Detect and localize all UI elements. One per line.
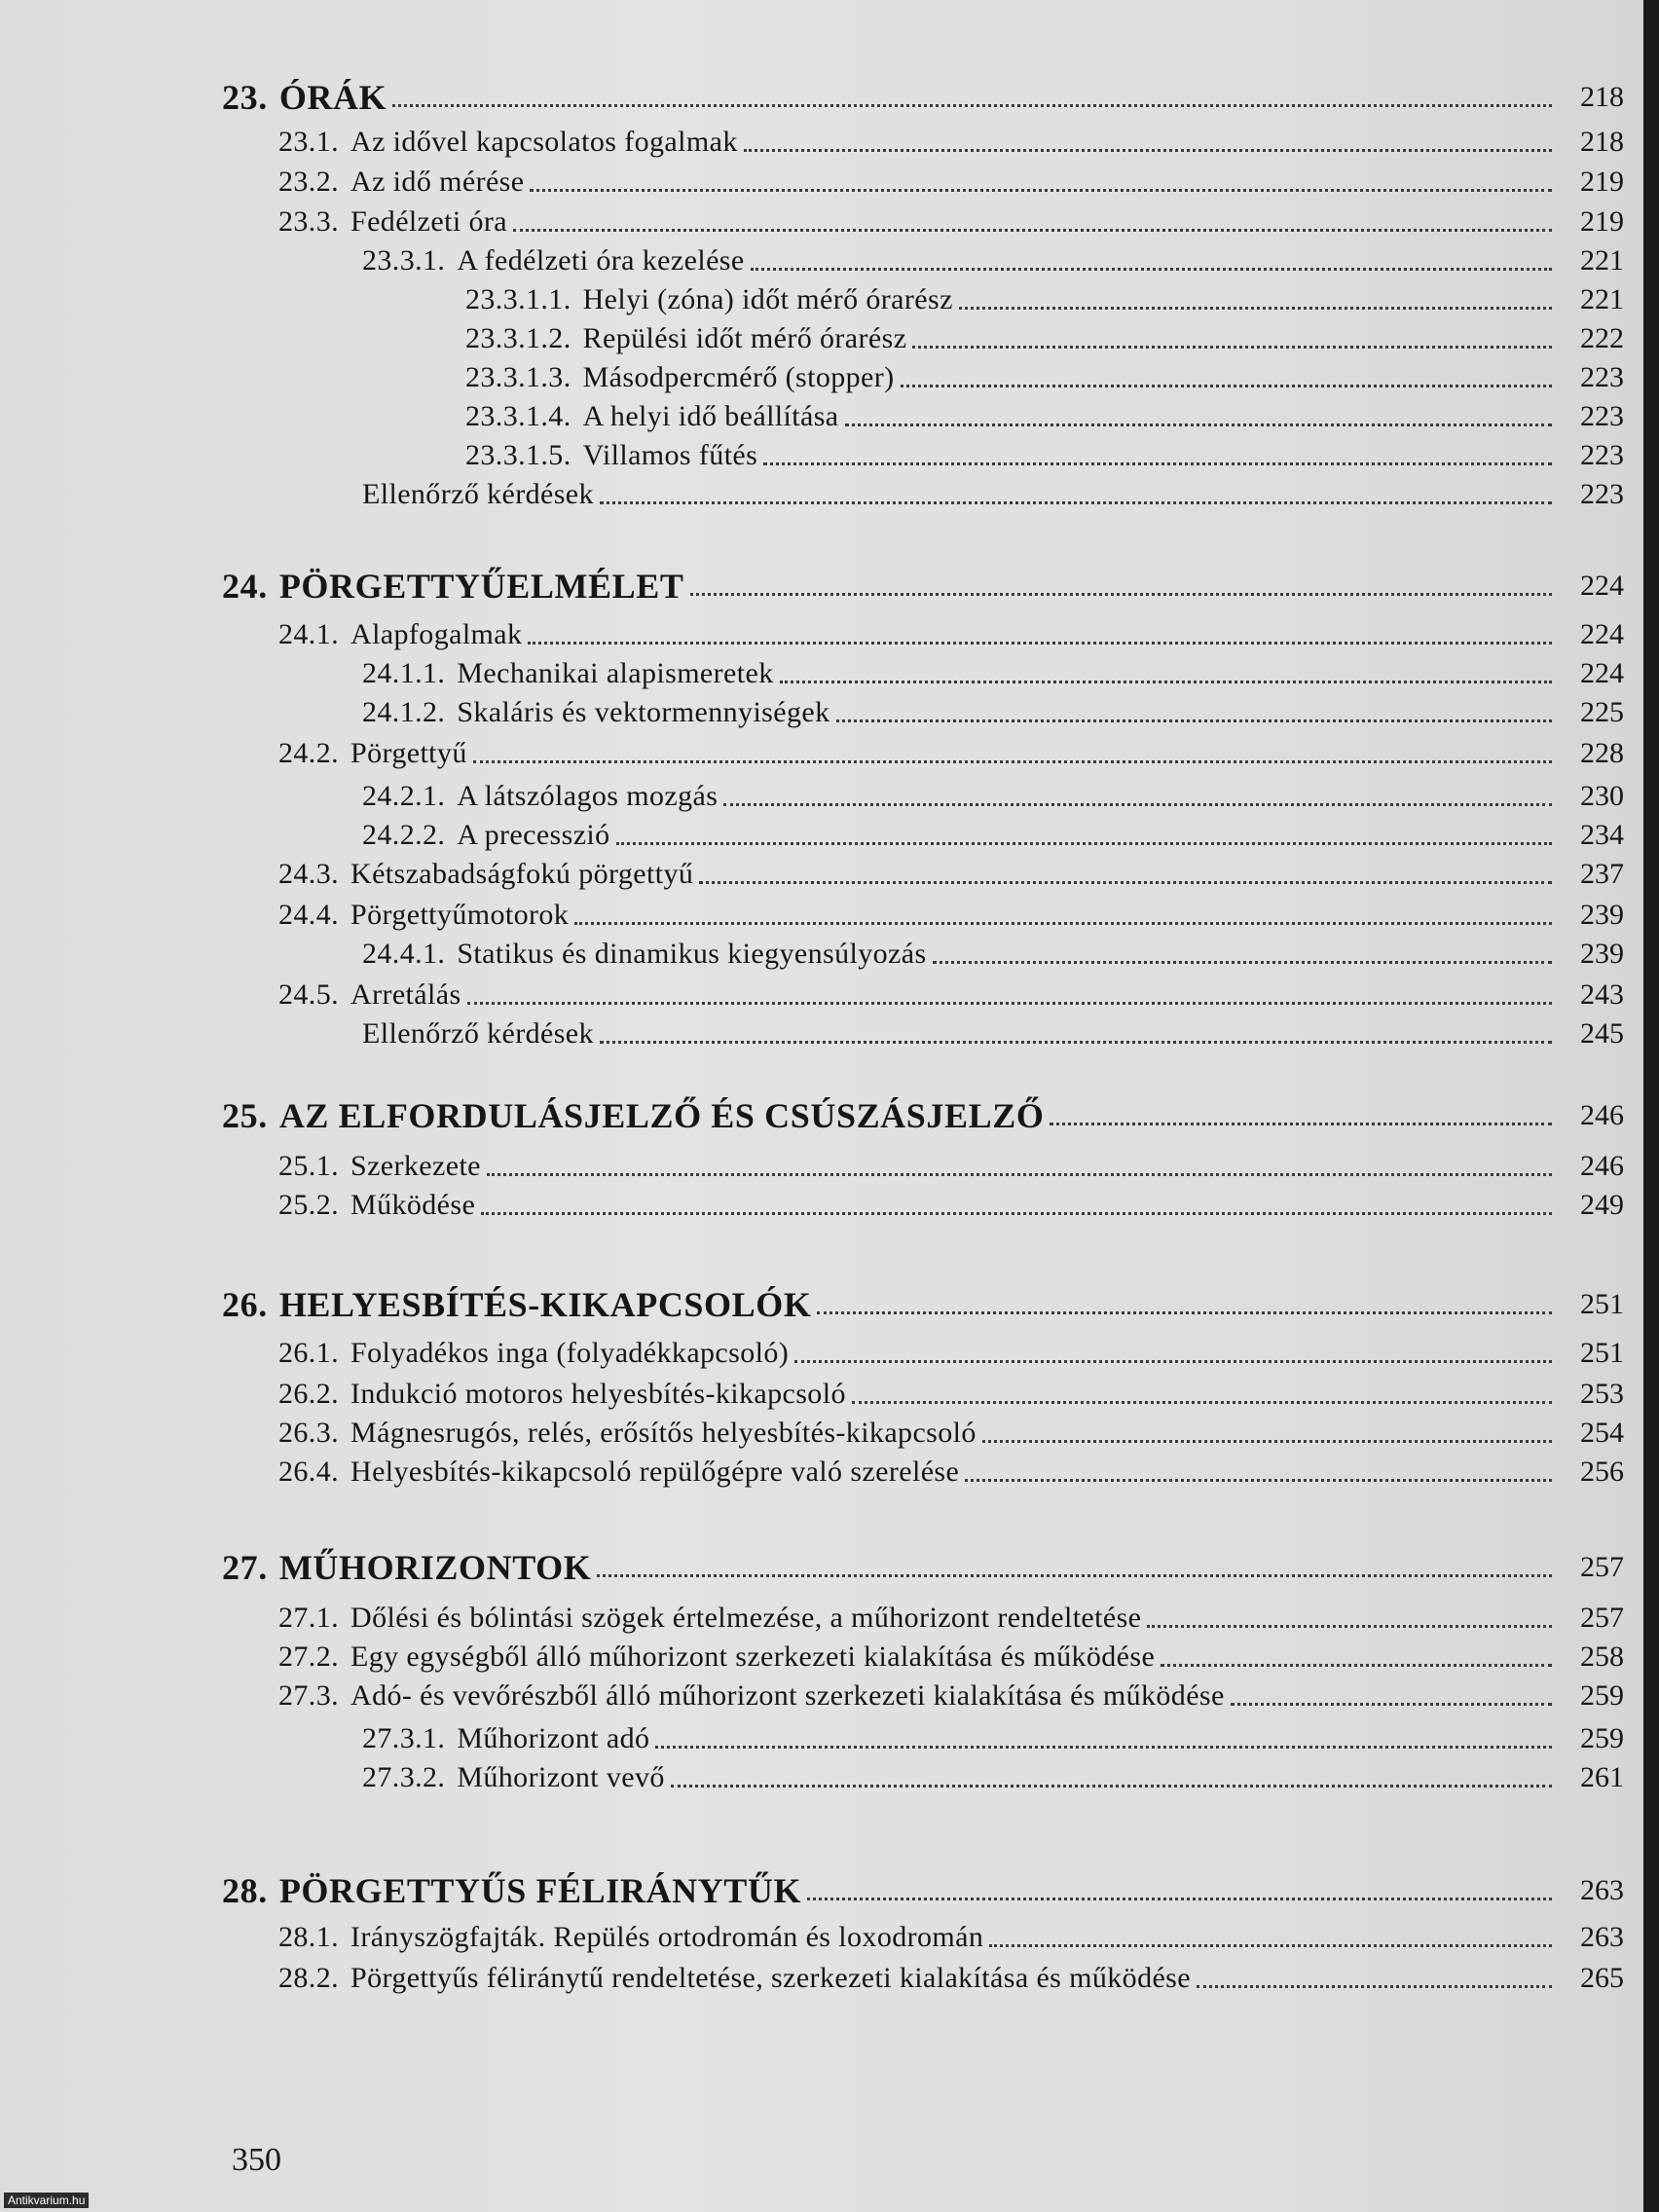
dot-leader [600, 1041, 1552, 1044]
toc-entry [278, 732, 1624, 775]
toc-entry-title [362, 814, 616, 857]
toc-entry-number: 27.3.2. [362, 1761, 446, 1793]
toc-entry-text: PÖRGETTYŰELMÉLET [278, 567, 684, 606]
toc-entry-title [362, 691, 836, 734]
dot-leader [655, 1746, 1552, 1749]
toc-entry-text: AZ ELFORDULÁSJELZŐ ÉS CSÚSZÁSJELZŐ [278, 1096, 1045, 1135]
dot-leader [763, 462, 1552, 465]
toc-page-number: 223 [1580, 361, 1624, 393]
dot-leader [845, 424, 1552, 426]
toc-entry-text: HELYESBÍTÉS-KIKAPCSOLÓK [278, 1285, 812, 1324]
dot-leader [1050, 1123, 1552, 1125]
toc-entry-title [278, 1412, 982, 1455]
toc-page-number: 222 [1580, 322, 1624, 354]
toc-page-number: 225 [1580, 696, 1624, 728]
toc-entry [278, 974, 1624, 1016]
toc-entry-number: 27.2. [278, 1641, 339, 1673]
toc-entry-text: Pörgettyű [350, 737, 467, 769]
dot-leader [933, 961, 1552, 964]
toc-entry-text: Repülési időt mérő órarész [582, 322, 907, 354]
toc-entry-title [465, 317, 912, 360]
toc-page-number: 223 [1580, 478, 1624, 510]
dot-leader [690, 593, 1553, 596]
toc-entry-title [362, 652, 780, 695]
toc-entry-title [278, 1597, 1147, 1640]
toc-entry-title [278, 1145, 487, 1188]
toc-entry [278, 201, 1624, 243]
toc-entry-number: 24.4. [278, 899, 339, 931]
toc-entry-title [465, 356, 901, 399]
toc-entry [278, 1636, 1624, 1678]
toc-entry-title [362, 1756, 671, 1799]
toc-entry [465, 434, 1624, 477]
toc-entry [278, 1332, 1624, 1375]
toc-entry-text: PÖRGETTYŰS FÉLIRÁNYTŰK [278, 1871, 802, 1910]
toc-page-number: 259 [1580, 1722, 1624, 1754]
toc-entry-text: Villamos fűtés [582, 439, 758, 471]
toc-entry-number: 24.4.1. [362, 938, 446, 970]
toc-page-number: 263 [1580, 1921, 1624, 1953]
toc-entry-number: 24.2.2. [362, 819, 446, 851]
toc-entry-number: 26.3. [278, 1417, 339, 1449]
toc-entry-number: 26.1. [278, 1337, 339, 1369]
toc-entry-number: 23.3.1.5. [465, 439, 571, 471]
dot-leader [528, 642, 1552, 645]
toc-entry-text: ÓRÁK [278, 78, 387, 117]
toc-entry-title [278, 201, 513, 243]
toc-entry-number: 27. [222, 1548, 268, 1587]
toc-entry [362, 1756, 1624, 1799]
dot-leader [901, 385, 1552, 387]
dot-leader [1147, 1625, 1552, 1628]
toc-entry-text: Arretálás [350, 978, 461, 1011]
toc-entry [278, 161, 1624, 203]
toc-entry-text: Mágnesrugós, relés, erősítős helyesbítés-kikapcsoló [350, 1417, 977, 1449]
toc-entry-number: 26.2. [278, 1378, 339, 1410]
toc-entry-text: Helyi (zóna) időt mérő órarész [582, 283, 953, 315]
toc-entry-text: Ellenőrző kérdések [362, 478, 594, 510]
toc-entry-text: Alapfogalmak [350, 618, 523, 650]
toc-page-number: 263 [1580, 1874, 1624, 1906]
toc-entry-number: 24.1.1. [362, 657, 446, 689]
toc-entry-number: 28.1. [278, 1921, 339, 1953]
toc-page-number: 223 [1580, 400, 1624, 432]
toc-page-number: 257 [1580, 1602, 1624, 1634]
toc-entry-text: Ellenőrző kérdések [362, 1017, 594, 1050]
dot-leader [530, 189, 1552, 192]
toc-entry [278, 121, 1624, 164]
toc-entry-text: Skaláris és vektormennyiségek [457, 696, 830, 728]
dot-leader [807, 1898, 1552, 1900]
dot-leader [616, 842, 1552, 845]
toc-entry-title [465, 395, 845, 438]
toc-entry-text: MŰHORIZONTOK [278, 1548, 592, 1587]
toc-chapter [222, 1546, 1624, 1589]
toc-entry-title [222, 1869, 807, 1912]
dot-leader [965, 1479, 1552, 1482]
toc-entry-text: Adó- és vevőrészből álló műhorizont szerkezeti kialakítása és működése [350, 1679, 1225, 1712]
toc-page-number: 243 [1580, 978, 1624, 1011]
toc-entry [278, 1412, 1624, 1455]
toc-entry [362, 933, 1624, 976]
toc-entry-text: Mechanikai alapismeretek [457, 657, 774, 689]
toc-page-number: 246 [1580, 1099, 1624, 1131]
toc-entry-text: Statikus és dinamikus kiegyensúlyozás [457, 938, 927, 970]
toc-entry-number: 23.1. [278, 126, 339, 158]
toc-entry-title [278, 894, 574, 937]
toc-entry-title [278, 1373, 852, 1416]
toc-page-number: 261 [1580, 1761, 1624, 1793]
toc-entry-text: Pörgettyűs féliránytű rendeltetése, szerkezeti kialakítása és működése [350, 1962, 1191, 1994]
toc-entry-number: 28.2. [278, 1962, 339, 1994]
toc-entry-number: 26.4. [278, 1456, 339, 1488]
toc-entry-title [222, 76, 392, 119]
toc-entry-number: 24.1.2. [362, 696, 446, 728]
toc-page-number: 259 [1580, 1679, 1624, 1712]
toc-page-number: 224 [1580, 657, 1624, 689]
toc-entry-number: 25. [222, 1096, 268, 1135]
dot-leader [912, 346, 1552, 349]
toc-entry-text: A fedélzeti óra kezelése [457, 244, 745, 276]
toc-entry-title [362, 1717, 655, 1760]
toc-entry-text: Folyadékos inga (folyadékkapcsoló) [350, 1337, 790, 1369]
toc-entry-text: Irányszögfajták. Repülés ortodromán és loxodromán [350, 1921, 984, 1953]
toc-entry-number: 23.3.1.4. [465, 400, 571, 432]
toc-entry-text: Az idő mérése [350, 166, 525, 198]
toc-entry [278, 1373, 1624, 1416]
toc-entry [362, 775, 1624, 818]
toc-entry-number: 23.3.1.3. [465, 361, 571, 393]
toc-page-number: 251 [1580, 1337, 1624, 1369]
toc-page-number: 251 [1580, 1288, 1624, 1320]
toc-page-number: 234 [1580, 819, 1624, 851]
toc-entry-text: A helyi idő beállítása [582, 400, 839, 432]
toc-entry [278, 1184, 1624, 1227]
toc-entry [465, 395, 1624, 438]
toc-entry [278, 853, 1624, 896]
toc-entry-title [278, 1332, 794, 1375]
toc-entry [278, 1597, 1624, 1640]
toc-entry-title [278, 613, 528, 656]
toc-entry-title [278, 1916, 989, 1959]
dot-leader [780, 681, 1552, 683]
toc-entry-number: 24.1. [278, 618, 339, 650]
toc-entry-text: Fedélzeti óra [350, 205, 507, 238]
dot-leader [481, 1212, 1552, 1215]
toc-entry [278, 1451, 1624, 1493]
toc-entry-title [362, 240, 751, 282]
toc-page-number: 237 [1580, 858, 1624, 890]
toc-entry-number: 24.5. [278, 978, 339, 1011]
toc-entry-text: Műhorizont adó [457, 1722, 650, 1754]
dot-leader [1197, 1985, 1552, 1988]
dot-leader [989, 1944, 1552, 1947]
toc-entry [278, 1675, 1624, 1717]
dot-leader [723, 803, 1552, 806]
toc-entry-text: Műhorizont vevő [457, 1761, 665, 1793]
toc-entry [465, 317, 1624, 360]
toc-entry-number: 27.1. [278, 1602, 339, 1634]
toc-page-number: 228 [1580, 737, 1624, 769]
toc-entry-number: 24.3. [278, 858, 339, 890]
toc-entry-title [465, 278, 959, 321]
toc-entry [278, 1916, 1624, 1959]
toc-chapter [222, 1869, 1624, 1912]
toc-entry [362, 814, 1624, 857]
toc-chapter [222, 565, 1624, 608]
dot-leader [574, 922, 1552, 925]
dot-leader [794, 1360, 1552, 1363]
toc-entry-title [278, 853, 699, 896]
toc-entry-title [362, 775, 723, 818]
toc-entry [362, 240, 1624, 282]
toc-entry-title [278, 1957, 1197, 2000]
toc-page-number: 265 [1580, 1962, 1624, 1994]
toc-page-number: 219 [1580, 166, 1624, 198]
toc-page-number: 219 [1580, 205, 1624, 238]
toc-entry-text: Helyesbítés-kikapcsoló repülőgépre való szerelése [350, 1456, 960, 1488]
dot-leader [600, 501, 1552, 504]
toc-entry-text: Pörgettyűmotorok [350, 899, 570, 931]
dot-leader [751, 268, 1552, 271]
toc-page-number: 223 [1580, 439, 1624, 471]
toc-entry-text: Az idővel kapcsolatos fogalmak [350, 126, 738, 158]
dot-leader [817, 1311, 1552, 1314]
toc-entry-number: 28. [222, 1871, 268, 1910]
dot-leader [744, 149, 1552, 152]
dot-leader [836, 719, 1553, 722]
toc-entry-title [362, 933, 933, 976]
toc-entry-title [362, 473, 600, 516]
toc-entry-number: 24.2. [278, 737, 339, 769]
toc-page-number: 224 [1580, 570, 1624, 602]
toc-entry-number: 23. [222, 78, 268, 117]
toc-entry [278, 1145, 1624, 1188]
dot-leader [392, 104, 1552, 107]
toc-entry-text: Indukció motoros helyesbítés-kikapcsoló [350, 1378, 846, 1410]
toc-entry-title [278, 161, 530, 203]
dot-leader [982, 1440, 1552, 1443]
toc-page-number: 257 [1580, 1551, 1624, 1583]
toc-page-number: 221 [1580, 283, 1624, 315]
toc-page-number: 221 [1580, 244, 1624, 276]
toc-entry-title [278, 1451, 965, 1493]
toc-entry-number: 27.3. [278, 1679, 339, 1712]
toc-entry [362, 473, 1624, 516]
toc-entry-text: Másodpercmérő (stopper) [582, 361, 895, 393]
toc-entry-title [222, 565, 690, 608]
watermark: Antikvarium.hu [4, 2193, 89, 2208]
toc-entry-title [222, 1094, 1050, 1137]
toc-entry [465, 278, 1624, 321]
toc-entry [278, 613, 1624, 656]
toc-page-number: 253 [1580, 1378, 1624, 1410]
toc-entry-number: 23.3.1. [362, 244, 446, 276]
toc-entry-text: Egy egységből álló műhorizont szerkezeti kialakítása és működése [350, 1641, 1156, 1673]
page-edge [1643, 0, 1659, 2212]
toc-entry-text: A látszólagos mozgás [457, 780, 719, 812]
toc-page-number: 218 [1580, 81, 1624, 113]
toc-entry-text: A precesszió [457, 819, 610, 851]
dot-leader [467, 1002, 1552, 1005]
toc-page-number: 249 [1580, 1189, 1624, 1221]
dot-leader [487, 1173, 1552, 1176]
toc-page-number: 239 [1580, 899, 1624, 931]
toc-entry [278, 1957, 1624, 2000]
toc-entry-number: 24. [222, 567, 268, 606]
dot-leader [473, 760, 1552, 763]
toc-page-number: 224 [1580, 618, 1624, 650]
toc-entry [278, 894, 1624, 937]
toc-page-number: 246 [1580, 1150, 1624, 1182]
toc-entry [362, 1013, 1624, 1055]
toc-entry-title [465, 434, 763, 477]
toc-page-number: 254 [1580, 1417, 1624, 1449]
toc-entry-number: 25.1. [278, 1150, 339, 1182]
toc-page-number: 258 [1580, 1641, 1624, 1673]
toc-entry-number: 25.2. [278, 1189, 339, 1221]
toc-page-number: 218 [1580, 126, 1624, 158]
toc-chapter [222, 76, 1624, 119]
toc-entry-title [278, 121, 744, 164]
toc-entry-title [222, 1283, 817, 1326]
toc-entry-title [278, 1184, 481, 1227]
dot-leader [699, 881, 1552, 884]
toc-entry-number: 24.2.1. [362, 780, 446, 812]
dot-leader [513, 229, 1552, 232]
toc-page-number: 230 [1580, 780, 1624, 812]
toc-page-number: 245 [1580, 1017, 1624, 1050]
toc-entry-number: 26. [222, 1285, 268, 1324]
toc-entry [362, 691, 1624, 734]
toc-entry-text: Kétszabadságfokú pörgettyű [350, 858, 694, 890]
toc-entry-number: 27.3.1. [362, 1722, 446, 1754]
toc-entry-title [278, 974, 467, 1016]
toc-entry-text: Szerkezete [350, 1150, 481, 1182]
toc-page-number: 239 [1580, 938, 1624, 970]
dot-leader [959, 307, 1552, 310]
toc-entry-title [222, 1546, 597, 1589]
toc-entry-title [278, 1675, 1231, 1717]
toc-chapter [222, 1094, 1624, 1137]
toc-page-number: 256 [1580, 1456, 1624, 1488]
toc-chapter [222, 1283, 1624, 1326]
dot-leader [852, 1401, 1552, 1404]
dot-leader [1231, 1703, 1552, 1706]
toc-entry-title [278, 732, 473, 775]
page-number: 350 [232, 2142, 281, 2178]
toc-entry-number: 23.3.1.1. [465, 283, 571, 315]
toc-entry [362, 1717, 1624, 1760]
toc-entry-title [278, 1636, 1161, 1678]
toc-entry-number: 23.3.1.2. [465, 322, 571, 354]
dot-leader [671, 1785, 1552, 1788]
toc-entry-title [362, 1013, 600, 1055]
toc-entry [465, 356, 1624, 399]
dot-leader [597, 1574, 1552, 1577]
toc-entry-text: Működése [350, 1189, 476, 1221]
toc-entry-number: 23.2. [278, 166, 339, 198]
toc-entry [362, 652, 1624, 695]
toc-entry-number: 23.3. [278, 205, 339, 238]
dot-leader [1161, 1664, 1552, 1667]
toc-entry-text: Dőlési és bólintási szögek értelmezése, a műhorizont rendeltetése [350, 1602, 1142, 1634]
